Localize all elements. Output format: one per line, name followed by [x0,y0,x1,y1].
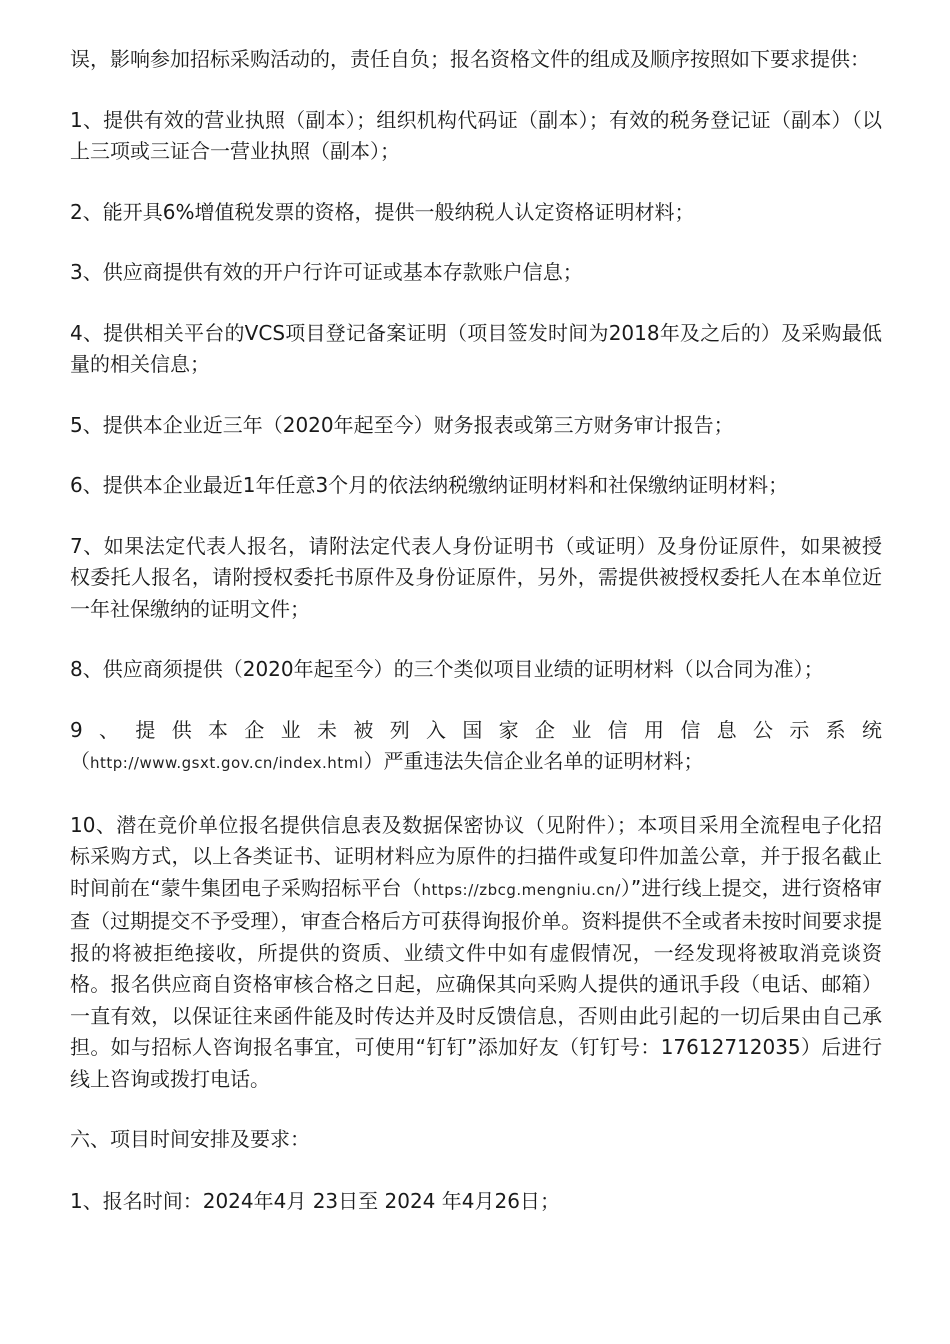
item9-tail: 严重违法失信企业名单的证明材料； [383,749,704,773]
schedule-item-1: 1、报名时间：2024年4月 23日至 2024 年4月26日； [70,1188,560,1213]
mengniu-platform-url-link[interactable]: https://zbcg.mengniu.cn/ [421,880,621,899]
requirement-item-4: 4、提供相关平台的VCS项目登记备案证明（项目签发时间为2018年及之后的）及采购最低量的相关信息； [70,320,882,376]
intro-paragraph: 误，影响参加招标采购活动的，责任自负；报名资格文件的组成及顺序按照如下要求提供： [70,47,870,71]
requirement-item-8: 8、供应商须提供（2020年起至今）的三个类似项目业绩的证明材料（以合同为准）； [70,657,824,681]
item10-open-paren: （ [401,875,422,900]
section-6-title: 六、项目时间安排及要求： [70,1127,310,1151]
requirement-item-1: 1、提供有效的营业执照（副本）；组织机构代码证（副本）；有效的税务登记证（副本）（以上三项或三证合一营业执照（副本）； [70,107,882,163]
item10-part2: ”进行线上提交，进行资格审查（过期提交不予受理），审查合格后方可获得询报价单。资料提供不全或者未按时间要求提报的将被拒绝接收，所提供的资质、业绩文件中如有虚假情况，一经发现将被取消竞谈资格。报名供应商自资格审核合格之日起，应确保其向采购人提供的通讯手段（电话、邮箱）一直有效，以保证往来函件能及时传达并及时反馈信息，否则由此引起的一切后果由自己承担。如与招标人咨询报名事宜，可使用“钉钉”添加好友（钉钉号：17612712035）后进行线上咨询或拨打电话。 [70,875,882,1091]
requirement-item-2: 2、能开具6%增值税发票的资格，提供一般纳税人认定资格证明材料； [70,199,695,224]
requirement-item-10 [70,810,882,1096]
requirement-item-9 [70,715,882,780]
item10-part1: 10、潜在竞价单位报名提供信息表及数据保密协议（见附件）；本项目采用全流程电子化招标采购方式，以上各类证书、证明材料应为原件的扫描件或复印件加盖公章，并于报名截止时间前在“蒙牛集团电子采购招标平台 [70,812,882,900]
requirement-item-9-line2 [70,746,882,780]
requirement-item-7: 7、如果法定代表人报名，请附法定代表人身份证明书（或证明）及身份证原件，如果被授权委托人报名，请附授权委托书原件及身份证原件，另外，需提供被授权委托人在本单位近一年社保缴纳的证明文件； [70,533,882,621]
requirement-item-9-line1: 9、提供本企业未被列入国家企业信用信息公示系统 [70,717,882,742]
gsxt-url-link[interactable]: http://www.gsxt.gov.cn/index.html [90,754,364,772]
item9-close-paren: ） [363,749,384,773]
item9-open-paren: （ [70,749,90,773]
document-page [70,44,882,1246]
requirement-item-6: 6、提供本企业最近1年任意3个月的依法纳税缴纳证明材料和社保缴纳证明材料； [70,473,789,497]
item10-close-paren: ） [620,875,631,900]
requirement-item-5: 5、提供本企业近三年（2020年起至今）财务报表或第三方财务审计报告； [70,412,734,437]
requirement-item-3: 3、供应商提供有效的开户行许可证或基本存款账户信息； [70,260,583,284]
